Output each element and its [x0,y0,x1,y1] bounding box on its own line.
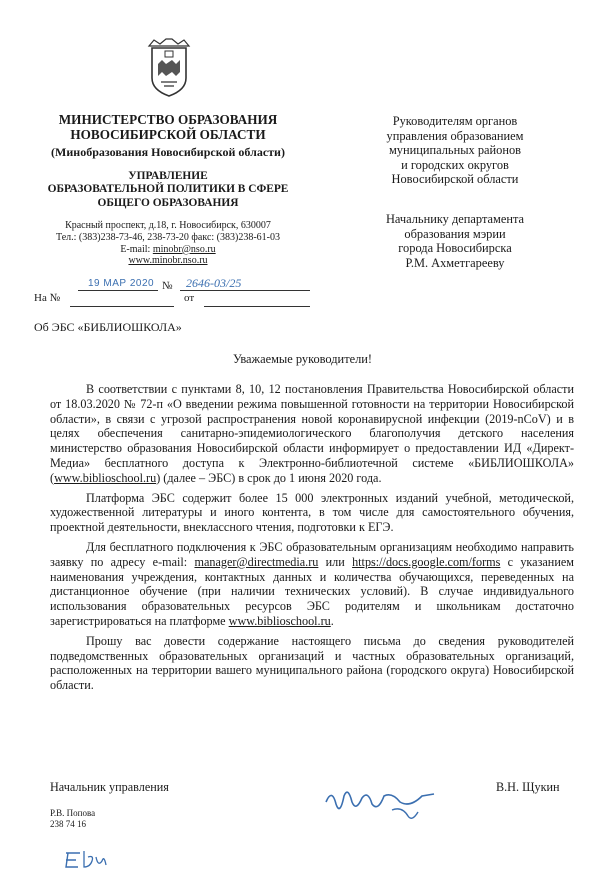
executor-phone: 238 74 16 [50,819,86,829]
addressee-line: управления образованием [386,128,524,143]
number-sign: № [162,280,173,292]
paragraph-text: с указанием наименования учреждения, контактных данных и количества обучающихся, переведенных на дистанционное обучение (при наличии технических условий). В случае индивидуального использования образовательных ресурсов ЭБС родителям и школьникам достаточно зарегистрироваться на платформе [50,554,574,628]
biblioschool-site-link[interactable]: www.biblioschool.ru [228,613,331,628]
paragraph-2: Платформа ЭБС содержит более 15 000 электронных изданий учебной, методической, художественной литературы и иного контента, в том числе для самостоятельного обучения, проектной деятельности, внеклассного чтения, подготовки к ЕГЭ. [50,490,574,535]
handwritten-signature [322,782,442,824]
addressee-line: и городских округов [401,157,509,172]
date-line [78,290,158,291]
dept-line1: УПРАВЛЕНИЕ [128,170,208,182]
number-line [180,290,310,291]
signatory-role: Начальник управления [50,780,169,794]
greeting: Уважаемые руководители! [232,352,373,366]
coat-of-arms-icon [146,38,192,100]
paragraph-1 [50,382,574,486]
ministry-line2: НОВОСИБИРСКОЙ ОБЛАСТИ [70,127,266,142]
addressee-block-2 [350,212,560,270]
letter-body [50,382,574,698]
reference-date-line [204,306,310,307]
reference-number-line [70,306,174,307]
executor-info [50,808,95,830]
paragraph-text: . [330,613,334,628]
reference-date-label: от [184,292,195,304]
ministry-title [28,112,308,142]
department-title [28,170,308,210]
handwritten-number: 2646-03/25 [186,276,242,290]
handwritten-initials [62,845,108,871]
addressee-block-1 [350,114,560,187]
paragraph-text: Для бесплатного подключения к ЭБС образовательным организациям необходимо направить заявку по адресу e-mail: [50,539,574,569]
addressee-line: муниципальных районов [388,143,522,158]
sender-contacts [28,220,308,267]
ministry-short-name: (Минобразования Новосибирской области) [51,145,285,159]
dept-line3: ОБЩЕГО ОБРАЗОВАНИЯ [97,196,239,209]
signatory-name: В.Н. Щукин [496,780,560,794]
addressee-line: города Новосибирска [398,241,512,256]
sender-website-link[interactable]: www.minobr.nso.ru [128,255,208,267]
dept-line2: ОБРАЗОВАТЕЛЬНОЙ ПОЛИТИКИ В СФЕРЕ [47,183,289,196]
paragraph-text: ) (далее – ЭБС) в срок до 1 июня 2020 года. [156,470,382,485]
addressee-line: Руководителям органов [392,114,518,128]
paragraph-3 [50,540,574,629]
paragraph-text: В соответствии с пунктами 8, 10, 12 постановления Правительства Новосибирской области от 18.03.2020 № 72-п «О введении режима повышенной готовности на территории Новосибирской области», в связи с угрозой распространения новой коронавирусной инфекции (2019-nCoV) и в целях обеспечения санитарно-эпидемиологического благополучия детского населения министерство образования Новосибирской области информирует о предоставлении ИД «Директ-Медиа» бесплатного доступа к Электронно-библиотечной системе «БИБЛИОШКОЛА» ( [50,382,574,485]
paragraph-4: Прошу вас довести содержание настоящего письма до сведения руководителей подведомственных образовательных организаций и частных образовательных организаций, расположенных на территории вашего муниципального района (городского округа) Новосибирской области. [50,633,574,693]
sender-address: Красный проспект, д.18, г. Новосибирск, 630007 [65,220,271,231]
sender-phones: Тел.: (383)238-73-46, 238-73-20 факс: (383)238-61-03 [56,231,280,243]
reference-number-label: На № [34,292,61,304]
addressee-line: образования мэрии [404,226,506,241]
addressee-line: Р.М. Ахметгарееву [405,255,505,270]
letter-subject: Об ЭБС «БИБЛИОШКОЛА» [34,320,182,334]
google-forms-link[interactable]: https://docs.google.com/forms [352,554,501,569]
addressee-line: Начальнику департамента [385,212,525,226]
biblioschool-link[interactable]: www.biblioschool.ru [54,470,157,485]
addressee-line: Новосибирской области [391,172,519,187]
paragraph-text: или [318,554,353,569]
email-label: E-mail: [120,243,151,255]
sender-email-link[interactable]: minobr@nso.ru [152,243,216,255]
directmedia-email-link[interactable]: manager@directmedia.ru [194,554,319,569]
sender-email-line [28,244,308,256]
executor-name: Р.В. Попова [50,808,96,818]
date-stamp: 19 МАР 2020 [88,278,155,289]
ministry-line1: МИНИСТЕРСТВО ОБРАЗОВАНИЯ [58,112,278,127]
